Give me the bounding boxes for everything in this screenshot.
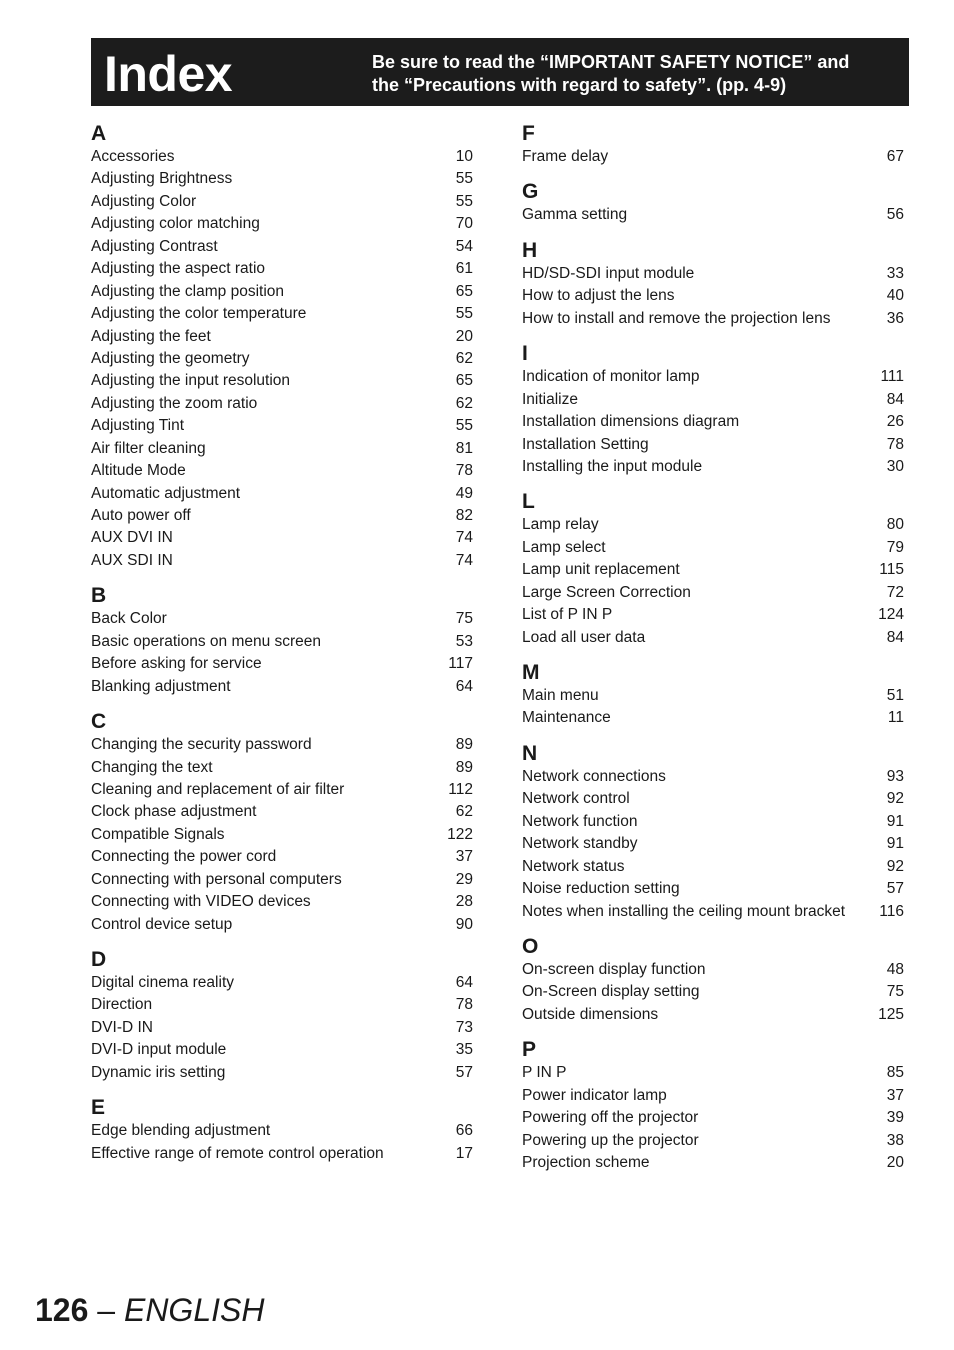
entry-label: Dynamic iris setting	[91, 1063, 226, 1081]
index-entry	[91, 146, 473, 168]
index-section	[522, 342, 904, 478]
entry-page-number: 73	[455, 1018, 473, 1036]
entry-page-number: 111	[880, 368, 904, 386]
index-entry	[91, 734, 473, 756]
index-section	[522, 490, 904, 649]
index-entry	[522, 1062, 904, 1084]
index-entry	[522, 537, 904, 559]
entry-label: Changing the text	[91, 758, 213, 776]
index-section	[522, 935, 904, 1026]
index-entry	[91, 1062, 473, 1084]
index-entry	[522, 263, 904, 285]
index-entry	[91, 438, 473, 460]
index-entry	[91, 236, 473, 258]
entry-page-number: 84	[886, 390, 904, 408]
index-entry	[91, 527, 473, 549]
index-entry	[91, 191, 473, 213]
entry-label: AUX DVI IN	[91, 529, 173, 547]
entry-page-number: 115	[879, 561, 904, 579]
index-entry	[91, 483, 473, 505]
index-entry	[91, 891, 473, 913]
safety-notice-line-2: the “Precautions with regard to safety”. (pp. 4-9)	[372, 74, 787, 95]
entry-page-number: 91	[886, 812, 904, 830]
entry-label: Auto power off	[91, 507, 191, 524]
entry-page-number: 81	[455, 439, 473, 457]
entry-label: P IN P	[522, 1064, 567, 1082]
section-letter: A	[91, 122, 107, 145]
index-entry	[522, 833, 904, 855]
index-entry	[522, 856, 904, 878]
entry-page-number: 84	[886, 628, 904, 646]
entry-label: Frame delay	[522, 148, 609, 165]
index-entry	[91, 1143, 473, 1165]
entry-label: Powering off the projector	[522, 1109, 699, 1127]
index-entry	[91, 779, 473, 801]
entry-label: Edge blending adjustment	[91, 1122, 271, 1140]
index-entry	[522, 901, 904, 923]
index-entry	[91, 972, 473, 994]
section-letter: D	[91, 948, 107, 971]
entry-label: Powering up the projector	[522, 1131, 699, 1149]
entry-page-number: 75	[886, 983, 904, 1001]
safety-notice-line-1: Be sure to read the “IMPORTANT SAFETY NOTICE” and	[372, 52, 850, 72]
footer-page-number: 126	[35, 1292, 89, 1328]
entry-label: Automatic adjustment	[91, 484, 241, 502]
entry-page-number: 93	[886, 767, 904, 785]
entry-label: How to adjust the lens	[522, 287, 675, 305]
entry-page-number: 55	[455, 192, 473, 210]
index-entry	[91, 1017, 473, 1039]
entry-label: Notes when installing the ceiling mount bracket	[522, 902, 846, 920]
entry-label: Control device setup	[91, 915, 233, 933]
entry-page-number: 78	[455, 996, 473, 1014]
entry-page-number: 78	[886, 435, 904, 453]
entry-page-number: 55	[455, 417, 473, 435]
entry-page-number: 10	[455, 148, 473, 165]
entry-label: List of P IN P	[522, 606, 613, 624]
entry-page-number: 124	[878, 606, 904, 624]
entry-page-number: 35	[455, 1041, 473, 1059]
index-section	[91, 122, 473, 572]
index-section	[522, 1038, 904, 1174]
entry-page-number: 62	[455, 394, 473, 412]
entry-page-number: 55	[455, 170, 473, 188]
entry-label: Gamma setting	[522, 206, 628, 224]
entry-page-number: 74	[455, 529, 473, 547]
index-entry	[91, 550, 473, 572]
entry-label: Lamp select	[522, 538, 606, 556]
entry-page-number: 40	[886, 287, 904, 305]
entry-label: Digital cinema reality	[91, 974, 234, 991]
entry-label: Network standby	[522, 835, 638, 853]
entry-label: Installation dimensions diagram	[522, 413, 740, 431]
entry-page-number: 66	[455, 1122, 473, 1140]
index-column-left	[91, 122, 473, 1165]
index-entry	[522, 766, 904, 788]
index-entry	[91, 846, 473, 868]
entry-label: Lamp relay	[522, 516, 599, 534]
entry-label: Installing the input module	[522, 457, 703, 475]
section-letter: H	[522, 238, 538, 262]
entry-page-number: 37	[886, 1086, 904, 1104]
index-entry	[91, 393, 473, 415]
entry-label: Installation Setting	[522, 435, 649, 453]
section-letter: E	[91, 1096, 106, 1120]
entry-label: Load all user data	[522, 628, 646, 646]
index-section	[91, 948, 473, 1084]
entry-page-number: 82	[455, 507, 473, 524]
index-entry	[91, 653, 473, 675]
index-entry	[522, 366, 904, 388]
section-letter: P	[522, 1038, 537, 1062]
entry-page-number: 20	[455, 327, 473, 345]
entry-label: Network control	[522, 790, 630, 808]
entry-page-number: 89	[455, 758, 473, 776]
entry-label: Network status	[522, 857, 625, 875]
entry-label: Connecting with VIDEO devices	[91, 893, 311, 911]
entry-page-number: 62	[455, 803, 473, 821]
index-entry	[522, 1004, 904, 1026]
entry-page-number: 70	[455, 215, 473, 233]
entry-label: Large Screen Correction	[522, 583, 691, 601]
index-section	[91, 710, 473, 936]
index-entry	[522, 582, 904, 604]
entry-label: Indication of monitor lamp	[522, 368, 700, 386]
entry-page-number: 57	[886, 880, 904, 898]
index-entry	[522, 627, 904, 649]
entry-page-number: 117	[448, 655, 473, 673]
entry-label: Adjusting the clamp position	[91, 282, 285, 300]
footer-language: ENGLISH	[123, 1292, 265, 1328]
entry-label: Air filter cleaning	[91, 439, 206, 457]
section-letter: C	[91, 710, 107, 734]
entry-label: Adjusting the feet	[91, 327, 211, 345]
entry-label: Network connections	[522, 767, 666, 785]
entry-page-number: 49	[455, 484, 473, 502]
entry-page-number: 64	[455, 974, 473, 991]
section-letter: M	[522, 661, 540, 684]
entry-label: On-Screen display setting	[522, 983, 700, 1001]
entry-page-number: 17	[455, 1144, 473, 1162]
entry-label: Adjusting the input resolution	[91, 372, 291, 390]
index-entry	[91, 801, 473, 823]
entry-label: Network function	[522, 812, 638, 830]
index-section	[91, 584, 473, 698]
entry-label: Accessories	[91, 148, 175, 165]
entry-label: AUX SDI IN	[91, 551, 173, 569]
index-entry	[522, 514, 904, 536]
entry-label: Clock phase adjustment	[91, 803, 257, 821]
index-entry	[91, 213, 473, 235]
entry-label: Altitude Mode	[91, 462, 186, 480]
entry-page-number: 65	[455, 282, 473, 300]
entry-label: Maintenance	[522, 709, 611, 727]
entry-page-number: 89	[455, 736, 473, 754]
entry-label: Outside dimensions	[522, 1005, 659, 1023]
section-letter: O	[522, 934, 539, 958]
entry-page-number: 64	[455, 677, 473, 695]
entry-label: Adjusting the aspect ratio	[91, 260, 266, 278]
entry-label: Blanking adjustment	[91, 677, 231, 695]
entry-page-number: 122	[447, 825, 473, 843]
entry-page-number: 29	[455, 870, 473, 888]
index-entry	[522, 559, 904, 581]
index-section	[91, 1096, 473, 1165]
index-entry	[522, 811, 904, 833]
entry-page-number: 33	[886, 264, 904, 282]
entry-label: Connecting the power cord	[91, 848, 277, 866]
entry-page-number: 85	[886, 1064, 904, 1082]
index-entry	[522, 1130, 904, 1152]
index-entry	[91, 168, 473, 190]
entry-page-number: 91	[886, 835, 904, 853]
entry-label: On-screen display function	[522, 960, 706, 978]
entry-label: Main menu	[522, 687, 599, 704]
index-entry	[522, 788, 904, 810]
index-entry	[522, 456, 904, 478]
index-section	[522, 661, 904, 730]
section-letter: N	[522, 741, 538, 765]
entry-label: Noise reduction setting	[522, 880, 680, 898]
entry-page-number: 28	[455, 893, 473, 911]
entry-label: Back Color	[91, 610, 167, 628]
index-entry	[522, 204, 904, 226]
entry-label: Compatible Signals	[91, 825, 225, 843]
entry-page-number: 26	[886, 413, 904, 431]
entry-page-number: 92	[886, 857, 904, 875]
index-entry	[522, 389, 904, 411]
index-entry	[91, 258, 473, 280]
entry-page-number: 55	[455, 305, 473, 323]
entry-page-number: 57	[455, 1063, 473, 1081]
entry-label: Adjusting the geometry	[91, 349, 250, 367]
entry-label: Adjusting Tint	[91, 417, 185, 435]
index-entry	[522, 685, 904, 707]
index-section	[522, 180, 904, 226]
entry-label: How to install and remove the projection lens	[522, 309, 831, 327]
entry-page-number: 54	[455, 237, 473, 255]
index-entry	[522, 959, 904, 981]
index-entry	[91, 370, 473, 392]
entry-page-number: 61	[455, 260, 473, 278]
entry-label: Initialize	[522, 390, 578, 408]
entry-label: Adjusting color matching	[91, 215, 260, 233]
index-section	[522, 742, 904, 923]
entry-label: Adjusting the zoom ratio	[91, 394, 258, 412]
entry-label: Power indicator lamp	[522, 1086, 667, 1104]
entry-label: Connecting with personal computers	[91, 870, 342, 888]
entry-label: DVI-D input module	[91, 1041, 227, 1059]
entry-label: Changing the security password	[91, 736, 312, 754]
index-entry	[91, 914, 473, 936]
entry-page-number: 72	[886, 583, 904, 601]
section-letter: L	[522, 490, 535, 514]
entry-page-number: 90	[455, 915, 473, 933]
index-entry	[522, 434, 904, 456]
section-letter: I	[522, 342, 528, 366]
index-header-bar	[91, 38, 909, 106]
entry-label: Projection scheme	[522, 1154, 650, 1171]
entry-label: DVI-D IN	[91, 1018, 153, 1036]
entry-page-number: 56	[886, 206, 904, 224]
entry-label: Lamp unit replacement	[522, 561, 680, 579]
entry-page-number: 79	[886, 538, 904, 556]
entry-page-number: 92	[886, 790, 904, 808]
entry-page-number: 53	[455, 632, 473, 650]
index-entry	[91, 460, 473, 482]
entry-page-number: 75	[455, 610, 473, 628]
entry-page-number: 80	[886, 516, 904, 534]
index-entry	[91, 326, 473, 348]
index-entry	[91, 824, 473, 846]
section-letter: F	[522, 122, 535, 145]
page-title: Index	[104, 46, 233, 102]
index-entry	[522, 146, 904, 168]
index-entry	[91, 631, 473, 653]
index-entry	[91, 994, 473, 1016]
safety-notice	[372, 51, 902, 96]
index-column-right	[522, 122, 904, 1174]
index-entry	[91, 869, 473, 891]
index-entry	[522, 308, 904, 330]
entry-page-number: 116	[879, 902, 904, 920]
entry-page-number: 36	[886, 309, 904, 327]
entry-label: Before asking for service	[91, 655, 262, 673]
entry-label: Adjusting Brightness	[91, 170, 233, 188]
index-section	[522, 122, 904, 168]
entry-page-number: 78	[455, 462, 473, 480]
entry-page-number: 74	[455, 551, 473, 569]
index-entry	[91, 1120, 473, 1142]
entry-label: Adjusting Color	[91, 192, 197, 210]
index-entry	[91, 676, 473, 698]
index-entry	[91, 415, 473, 437]
index-entry	[91, 505, 473, 527]
index-entry	[522, 1152, 904, 1174]
entry-page-number: 39	[886, 1109, 904, 1127]
index-entry	[522, 285, 904, 307]
index-entry	[91, 757, 473, 779]
section-letter: B	[91, 584, 107, 608]
entry-page-number: 11	[887, 709, 904, 727]
entry-page-number: 112	[448, 780, 473, 798]
entry-page-number: 30	[886, 457, 904, 475]
entry-page-number: 48	[886, 960, 904, 978]
index-entry	[91, 608, 473, 630]
entry-label: Basic operations on menu screen	[91, 632, 322, 650]
entry-page-number: 65	[455, 372, 473, 390]
index-entry	[522, 981, 904, 1003]
entry-page-number: 51	[886, 687, 904, 704]
index-entry	[522, 411, 904, 433]
index-entry	[91, 303, 473, 325]
entry-label: HD/SD-SDI input module	[522, 264, 695, 282]
index-entry	[91, 1039, 473, 1061]
index-entry	[522, 707, 904, 729]
entry-label: Adjusting Contrast	[91, 237, 218, 255]
entry-label: Cleaning and replacement of air filter	[91, 780, 345, 798]
index-entry	[522, 1107, 904, 1129]
entry-page-number: 125	[878, 1005, 904, 1023]
index-entry	[91, 281, 473, 303]
entry-page-number: 38	[886, 1131, 904, 1149]
entry-page-number: 67	[886, 148, 904, 165]
index-entry	[522, 878, 904, 900]
index-entry	[522, 1085, 904, 1107]
entry-label: Adjusting the color temperature	[91, 305, 307, 323]
section-letter: G	[522, 180, 539, 204]
entry-page-number: 37	[455, 848, 473, 866]
entry-page-number: 20	[886, 1154, 904, 1171]
footer-separator: –	[88, 1292, 124, 1328]
index-entry	[522, 604, 904, 626]
page-footer	[35, 1290, 264, 1330]
entry-label: Direction	[91, 996, 153, 1014]
index-section	[522, 239, 904, 330]
entry-label: Effective range of remote control operation	[91, 1144, 384, 1162]
index-entry	[91, 348, 473, 370]
entry-page-number: 62	[455, 349, 473, 367]
